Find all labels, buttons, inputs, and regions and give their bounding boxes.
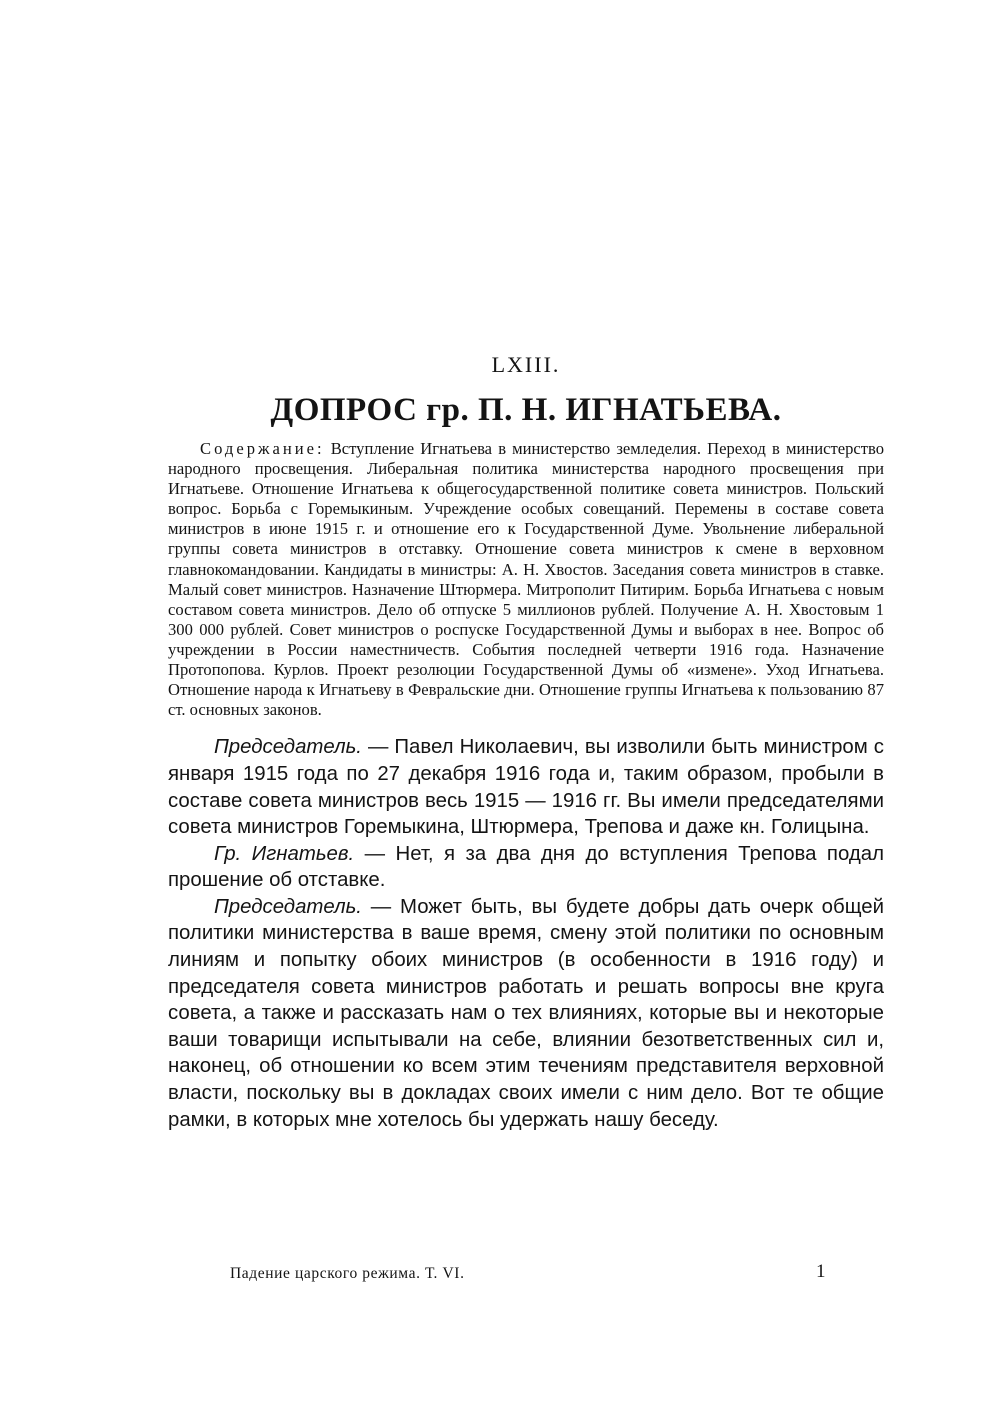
running-title: Падение царского режима. Т. VI. [230,1265,465,1282]
dialogue-paragraph [168,734,884,840]
speaker-dash: — [361,895,400,918]
dialogue-paragraph [168,894,884,1133]
contents-summary [168,439,884,720]
contents-text: Вступление Игнатьева в министерство земледелия. Переход в министерство народного просвещения. Либеральная политика министерства народного просвещения при Игнатьеве. Отношение Игнатьева к общегосударственной политике совета министров. Польский вопрос. Борьба с Горемыкиным. Учреждение особых совещаний. Перемены в составе совета министров в июне 1915 г. и отношение его к Государственной Думе. Увольнение либеральной группы совета министров в отставку. Отношение совета министров к смене в верховном главнокомандовании. Кандидаты в министры: А. Н. Хвостов. Заседания совета министров в ставке. Малый совет министров. Назначение Штюрмера. Митрополит Питирим. Борьба Игнатьева с новым составом совета министров. Дело об отпуске 5 миллионов рублей. Получение А. Н. Хвостовым 1 300 000 рублей. Совет министров о роспуске Государственной Думы и выборах в нее. Вопрос об учреждении в России наместничеств. События последней четверти 1916 года. Назначение Протопопова. Курлов. Проект резолюции Государственной Думы об «измене». Уход Игнатьева. Отношение народа к Игнатьеву в Февральские дни. Отношение группы Игнатьева к пользованию 87 ст. основных законов. [168,439,884,720]
document-title: ДОПРОС гр. П. Н. ИГНАТЬЕВА. [270,392,782,428]
paragraph-text: Павел Николаевич, вы изволили быть министром с января 1915 года по 27 декабря 1916 года и, таким образом, пробыли в составе совета министров весь 1915 — 1916 гг. Вы имели председателями совета министров Горемыкина, Штюрмера, Трепова и даже кн. Голицына. [168,736,884,839]
document-page [168,352,884,1133]
contents-label: Содержание: [200,439,325,458]
page-number: 1 [816,1261,827,1282]
dialogue-paragraph [168,841,884,894]
paragraph-text: Нет, я за два дня до вступления Трепова подал прошение об отставке. [168,842,884,892]
chapter-number: LXIII. [491,352,561,377]
speaker-name: Председатель. [214,736,362,759]
speaker-name: Гр. Игнатьев. [214,842,355,865]
paragraph-text: Может быть, вы будете добры дать очерк общей политики министерства в ваше время, смену этой политики по основным линиям и попытку обоих министров (в особенности в 1916 году) и председателя совета министров работать и решать вопросы вне круга совета, а также и рассказать нам о тех влияниях, которые вы и некоторые ваши товарищи испытывали на себе, влиянии безответственных сил и, наконец, об отношении ко всем этим течениям представителя верховной власти, поскольку вы в докладах своих имели с ним дело. Вот те общие рамки, в которых мне хотелось бы удержать нашу беседу. [168,895,884,1131]
page-footer [230,1261,830,1283]
speaker-dash: — [354,842,396,865]
speaker-name: Председатель. [214,895,362,918]
speaker-dash: — [361,736,395,759]
